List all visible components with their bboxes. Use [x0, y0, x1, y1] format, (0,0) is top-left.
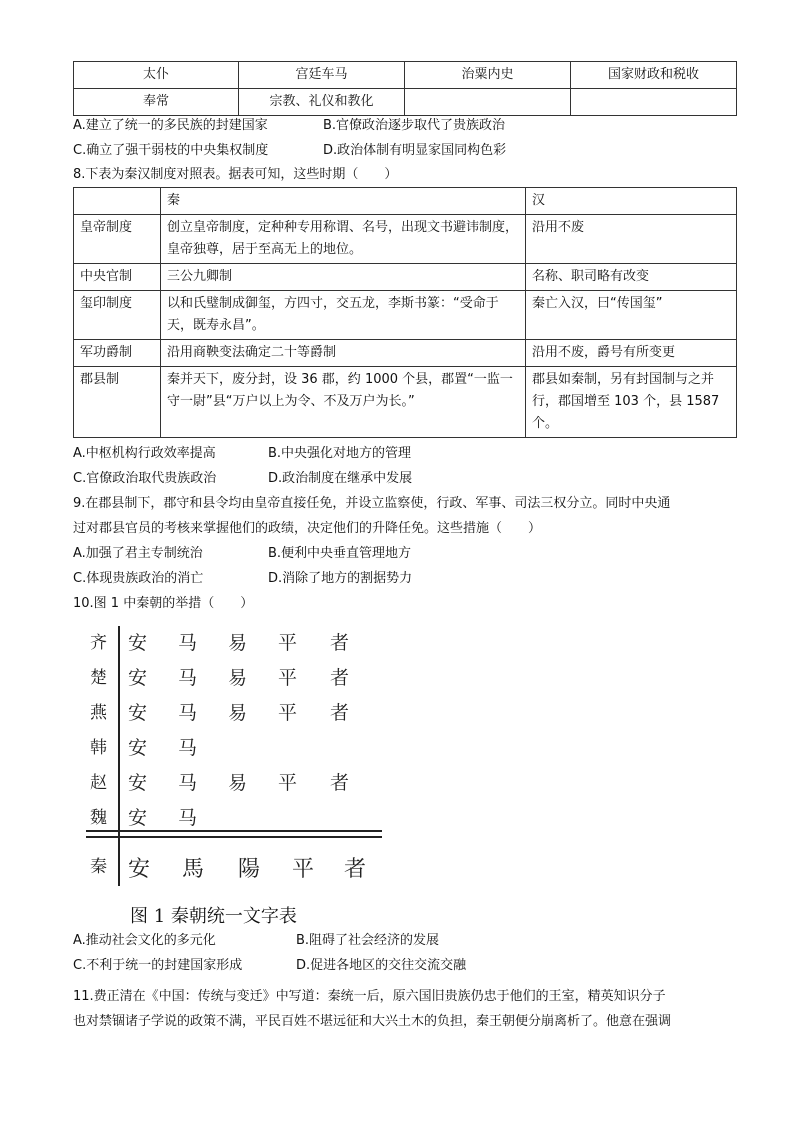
table-header: 汉 [526, 188, 737, 215]
table-cell: 沿用不废 [526, 215, 737, 264]
qin-glyph: 者 [344, 857, 368, 882]
script-glyph: 马 [178, 667, 199, 689]
q8-option-c[interactable]: C.官僚政治取代贵族政治 [73, 471, 217, 486]
table-row [74, 291, 737, 340]
table-header: 秦 [161, 188, 526, 215]
q7-option-c[interactable]: C.确立了强干弱枝的中央集权制度 [73, 143, 269, 158]
q7-option-b[interactable]: B.官僚政治逐步取代了贵族政治 [323, 118, 506, 133]
table-cell: 军功爵制 [74, 340, 161, 367]
table-cell [571, 89, 737, 116]
table-cell [405, 89, 571, 116]
table-cell: 奉常 [74, 89, 239, 116]
script-glyph: 易 [228, 772, 249, 794]
table-cell: 秦亡入汉，曰“传国玺” [526, 291, 737, 340]
qin-han-table [73, 187, 737, 438]
script-glyph: 平 [278, 702, 299, 724]
table-row [74, 264, 737, 291]
q9-stem-line1: 9.在郡县制下，郡守和县令均由皇帝直接任免，并设立监察使，行政、军事、司法三权分立。同时中央通 [73, 496, 671, 511]
table-cell: 以和氏璧制成御玺，方四寸，交五龙，李斯书篆：“受命于天，既寿永昌”。 [161, 291, 526, 340]
script-glyph: 安 [128, 667, 149, 689]
q11-stem-line1: 11.费正清在《中国：传统与变迁》中写道：秦统一后，原六国旧贵族仍忠于他们的王室，精英知识分子 [73, 989, 666, 1004]
table-cell: 名称、职司略有改变 [526, 264, 737, 291]
script-glyph: 安 [128, 772, 149, 794]
script-glyph: 马 [178, 737, 199, 759]
script-glyph: 平 [278, 632, 299, 654]
q10-option-c[interactable]: C.不利于统一的封建国家形成 [73, 958, 243, 973]
officials-table [73, 61, 737, 116]
q9-option-d[interactable]: D.消除了地方的割据势力 [268, 571, 413, 586]
state-label: 魏 [90, 808, 107, 828]
table-row [74, 367, 737, 438]
script-glyph: 安 [128, 807, 149, 829]
script-glyph: 者 [330, 667, 351, 689]
script-glyph: 安 [128, 632, 149, 654]
table-cell: 秦并天下，废分封，设 36 郡，约 1000 个县，郡置“一监一守一尉”县“万户以上为令、不及万户为长。” [161, 367, 526, 438]
q7-option-a[interactable]: A.建立了统一的多民族的封建国家 [73, 118, 268, 133]
qin-glyph: 安 [128, 857, 152, 882]
figure-caption: 图 1 秦朝统一文字表 [130, 906, 297, 927]
qin-glyph: 平 [292, 857, 316, 882]
state-label: 齐 [90, 633, 107, 653]
q8-option-d[interactable]: D.政治制度在继承中发展 [268, 471, 413, 486]
script-glyph: 易 [228, 667, 249, 689]
script-glyph: 平 [278, 667, 299, 689]
script-glyph: 者 [330, 772, 351, 794]
qin-glyph: 陽 [238, 857, 262, 882]
table-header [74, 188, 161, 215]
script-glyph: 易 [228, 702, 249, 724]
script-glyph: 者 [330, 702, 351, 724]
q8-option-a[interactable]: A.中枢机构行政效率提高 [73, 446, 216, 461]
table-row [74, 215, 737, 264]
q8-option-b[interactable]: B.中央强化对地方的管理 [268, 446, 412, 461]
script-glyph: 易 [228, 632, 249, 654]
table-cell: 沿用不废，爵号有所变更 [526, 340, 737, 367]
figure-divider-top [86, 830, 382, 832]
table-cell: 太仆 [74, 62, 239, 89]
state-label: 燕 [90, 703, 107, 723]
q7-option-d[interactable]: D.政治体制有明显家国同构色彩 [323, 143, 507, 158]
table-cell: 宗教、礼仪和教化 [239, 89, 405, 116]
q9-option-c[interactable]: C.体现贵族政治的消亡 [73, 571, 204, 586]
script-glyph: 马 [178, 772, 199, 794]
script-glyph: 马 [178, 807, 199, 829]
table-cell: 沿用商鞅变法确定二十等爵制 [161, 340, 526, 367]
figure-1 [80, 622, 400, 932]
script-glyph: 平 [278, 772, 299, 794]
table-cell: 玺印制度 [74, 291, 161, 340]
q11-stem-line2: 也对禁锢诸子学说的政策不满，平民百姓不堪远征和大兴土木的负担，秦王朝便分崩离析了。他意在强调 [73, 1014, 672, 1029]
figure-vertical-line [118, 626, 120, 886]
q10-option-a[interactable]: A.推动社会文化的多元化 [73, 933, 216, 948]
figure-divider-bottom [86, 836, 382, 838]
table-header-row [74, 188, 737, 215]
table-row [74, 340, 737, 367]
script-glyph: 者 [330, 632, 351, 654]
state-label: 韩 [90, 738, 107, 758]
script-glyph: 安 [128, 737, 149, 759]
table-cell: 创立皇帝制度，定种种专用称谓、名号，出现文书避讳制度，皇帝独尊，居于至高无上的地位。 [161, 215, 526, 264]
q9-option-a[interactable]: A.加强了君主专制统治 [73, 546, 203, 561]
q10-option-b[interactable]: B.阻碍了社会经济的发展 [296, 933, 440, 948]
q10-option-d[interactable]: D.促进各地区的交往交流交融 [296, 958, 467, 973]
table-cell: 三公九卿制 [161, 264, 526, 291]
script-glyph: 马 [178, 702, 199, 724]
table-cell: 郡县制 [74, 367, 161, 438]
table-cell: 中央官制 [74, 264, 161, 291]
table-row [74, 62, 737, 89]
table-cell: 宫廷车马 [239, 62, 405, 89]
script-glyph: 马 [178, 632, 199, 654]
state-label: 楚 [90, 668, 107, 688]
state-label: 赵 [90, 773, 107, 793]
script-glyph: 安 [128, 702, 149, 724]
table-cell: 皇帝制度 [74, 215, 161, 264]
table-cell: 郡县如秦制，另有封国制与之并行，郡国增至 103 个，县 1587 个。 [526, 367, 737, 438]
state-label-qin: 秦 [90, 857, 107, 877]
qin-glyph: 馬 [182, 857, 206, 882]
q8-stem: 8.下表为秦汉制度对照表。据表可知，这些时期（ ） [73, 167, 398, 182]
q9-stem-line2: 过对郡县官员的考核来掌握他们的政绩，决定他们的升降任免。这些措施（ ） [73, 521, 542, 536]
q10-stem: 10.图 1 中秦朝的举措（ ） [73, 596, 254, 611]
table-row [74, 89, 737, 116]
table-cell: 国家财政和税收 [571, 62, 737, 89]
table-cell: 治粟内史 [405, 62, 571, 89]
q9-option-b[interactable]: B.便利中央垂直管理地方 [268, 546, 412, 561]
